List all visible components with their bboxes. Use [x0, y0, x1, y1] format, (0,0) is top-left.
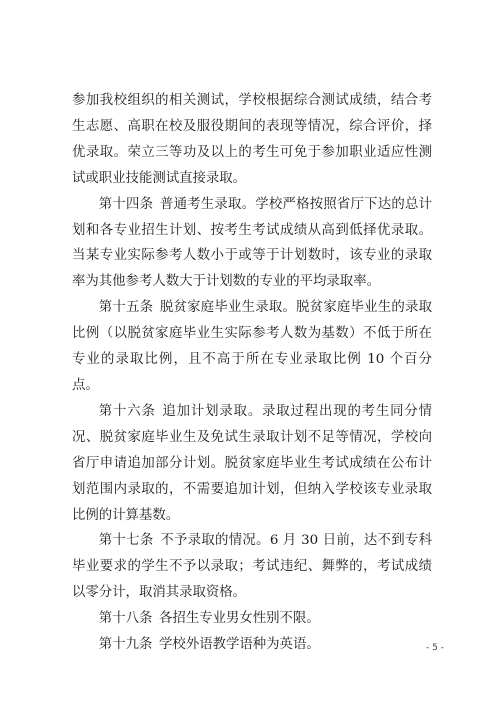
paragraph-continuation: [72, 88, 432, 192]
article-text: 学校外语教学语种为英语。: [159, 637, 320, 653]
article-15: [72, 295, 432, 399]
article-18: [72, 606, 432, 632]
article-number: 第十九条: [98, 637, 153, 653]
article-19: [72, 632, 432, 658]
document-body: [72, 88, 432, 658]
article-17: [72, 528, 432, 606]
article-16: [72, 399, 432, 529]
article-number: 第十五条: [98, 300, 154, 316]
article-number: 第十四条: [98, 196, 154, 212]
article-text: 各招生专业男女性别不限。: [159, 611, 320, 627]
article-text: 追加计划录取。录取过程出现的考生同分情况、脱贫家庭毕业生及免试生录取计划不足等情况，学校向省厅申请追加部分计划。脱贫家庭毕业生考试成绩在公布计划范围内录取的，不需要追加计划，但纳入学校该专业录取比例的计算基数。: [72, 403, 433, 523]
article-14: [72, 192, 432, 296]
article-text: 普通考生录取。学校严格按照省厅下达的总计划和各专业招生计划、按考生考试成绩从高到低择优录取。当某专业实际参考人数小于或等于计划数时，该专业的录取率为其他参考人数大于计划数的专业的平均录取率。: [72, 196, 433, 290]
article-number: 第十七条: [98, 533, 154, 549]
article-number: 第十八条: [98, 611, 153, 627]
article-text: 不予录取的情况。6 月 30 日前，达不到专科毕业要求的学生不予以录取；考试违纪、舞弊的，考试成绩以零分计，取消其录取资格。: [72, 533, 433, 601]
article-text: 脱贫家庭毕业生录取。脱贫家庭毕业生的录取比例（以脱贫家庭毕业生实际参考人数为基数）不低于所在专业的录取比例，且不高于所在专业录取比例 10 个百分点。: [72, 300, 433, 393]
article-number: 第十六条: [98, 403, 156, 419]
paragraph-text: 参加我校组织的相关测试，学校根据综合测试成绩，结合考生志愿、高职在校及服役期间的表现等情况，综合评价，择优录取。荣立三等功及以上的考生可免于参加职业适应性测试或职业技能测试直接录取。: [72, 93, 432, 186]
page-number: - 5 -: [426, 643, 444, 653]
